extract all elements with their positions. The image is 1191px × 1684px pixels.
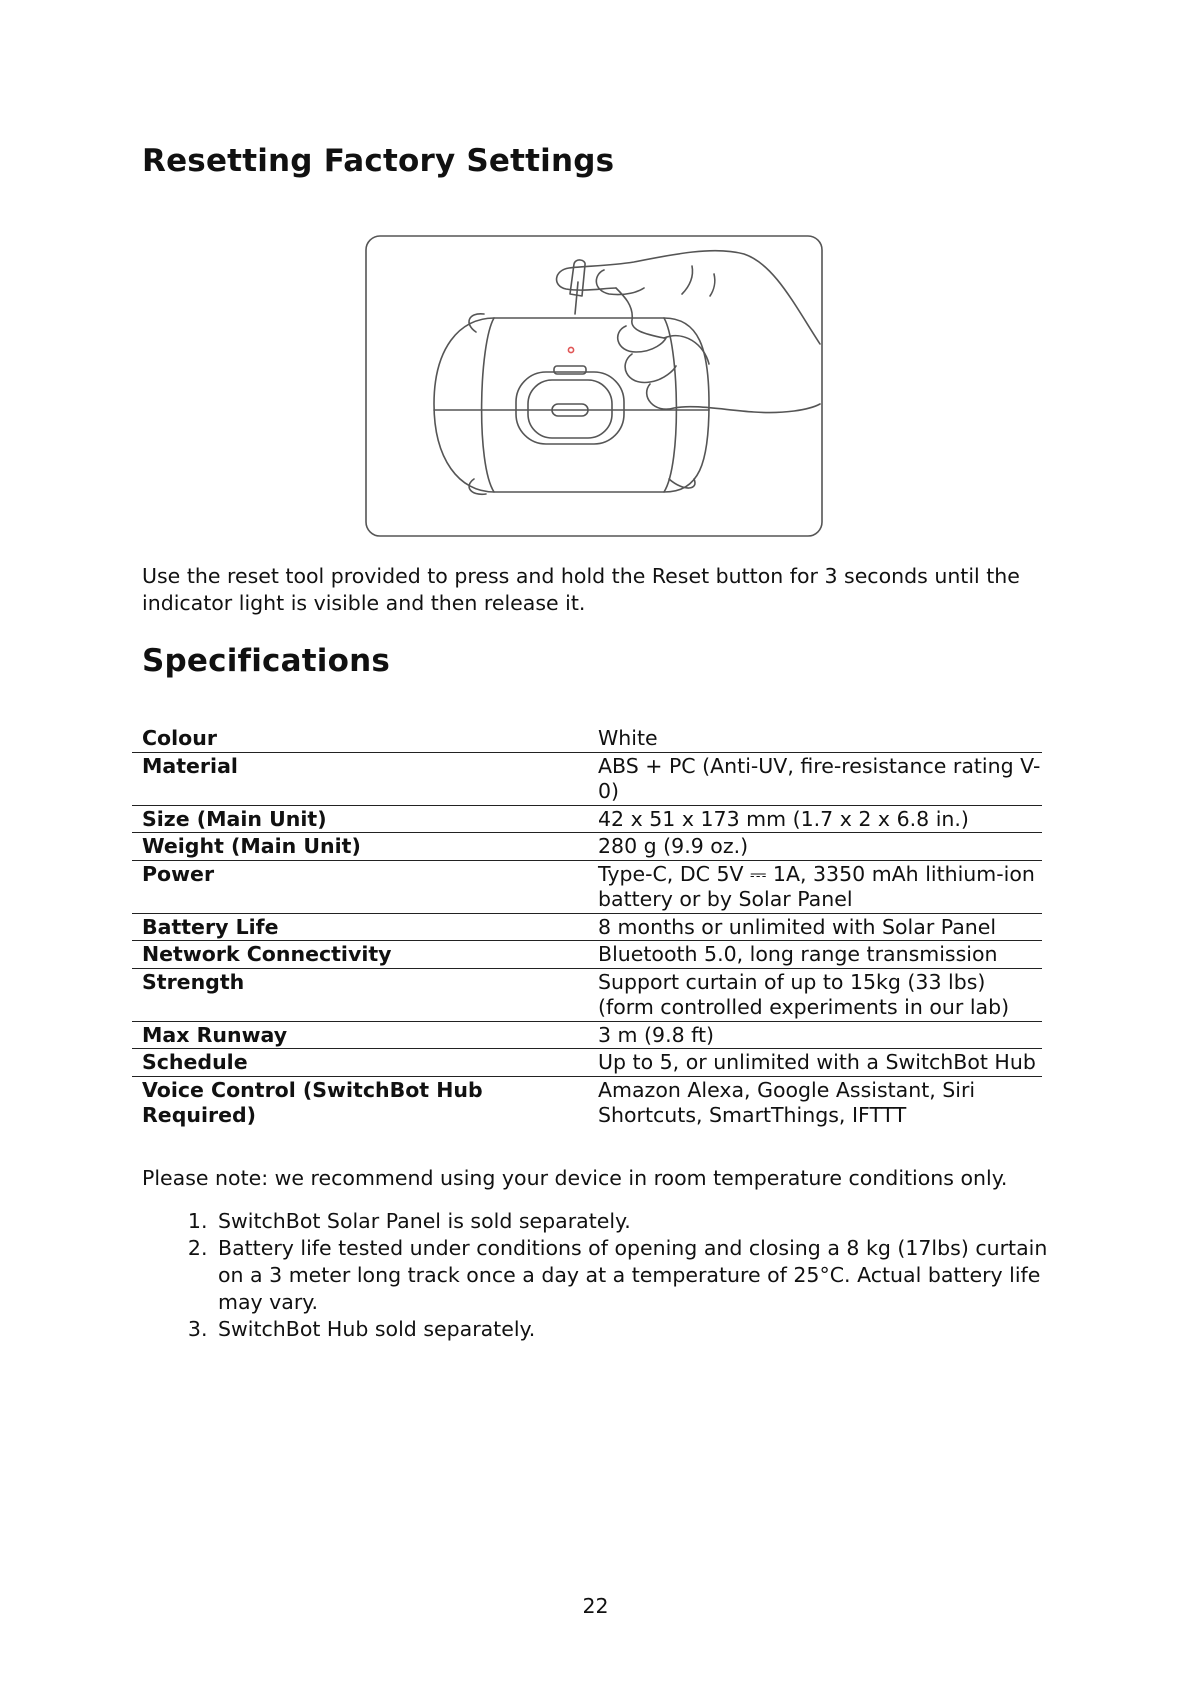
temperature-note: Please note: we recommend using your device in room temperature conditions only. (142, 1166, 1008, 1190)
spec-key: Weight (Main Unit) (132, 833, 588, 861)
spec-key: Voice Control (SwitchBot Hub Required) (142, 1077, 483, 1127)
reset-illustration-icon (364, 234, 824, 538)
list-item: 1. SwitchBot Solar Panel is sold separately. (214, 1208, 1062, 1235)
specifications-table (132, 725, 1042, 1129)
section-heading-reset: Resetting Factory Settings (142, 143, 615, 179)
spec-value: 42 x 51 x 173 mm (1.7 x 2 x 6.8 in.) (588, 805, 1042, 833)
spec-value: Bluetooth 5.0, long range transmission (588, 941, 1042, 969)
table-row (132, 833, 1042, 861)
table-row (132, 752, 1042, 805)
spec-key: Size (Main Unit) (132, 805, 588, 833)
spec-key: Battery Life (132, 913, 588, 941)
table-row (132, 805, 1042, 833)
spec-value: 8 months or unlimited with Solar Panel (588, 913, 1042, 941)
footnotes-list (142, 1208, 1062, 1343)
spec-value: Support curtain of up to 15kg (33 lbs) (form controlled experiments in our lab) (588, 968, 1042, 1021)
spec-key: Network Connectivity (132, 941, 588, 969)
spec-key: Material (132, 752, 588, 805)
spec-value: Up to 5, or unlimited with a SwitchBot Hub (588, 1049, 1042, 1077)
table-row (132, 968, 1042, 1021)
spec-value: ABS + PC (Anti-UV, fire-resistance rating V-0) (588, 752, 1042, 805)
spec-key: Colour (132, 725, 588, 752)
table-row (132, 913, 1042, 941)
table-row (132, 1021, 1042, 1049)
table-row (132, 860, 1042, 913)
list-item: 3. SwitchBot Hub sold separately. (214, 1316, 1062, 1343)
table-row (132, 1049, 1042, 1077)
reset-instruction: Use the reset tool provided to press and hold the Reset button for 3 seconds until the indicator light is visible and then release it. (142, 564, 1020, 615)
spec-key: Power (132, 860, 588, 913)
page-number: 22 (582, 1594, 609, 1618)
table-row (132, 725, 1042, 752)
table-row (132, 941, 1042, 969)
spec-value: Amazon Alexa, Google Assistant, Siri Shortcuts, SmartThings, IFTTT (598, 1077, 976, 1127)
table-row (132, 1076, 1042, 1129)
spec-value: 280 g (9.9 oz.) (588, 833, 1042, 861)
spec-key: Schedule (132, 1049, 588, 1077)
section-heading-specifications: Specifications (142, 643, 391, 679)
spec-value: Type-C, DC 5V ⎓ 1A, 3350 mAh lithium-ion battery or by Solar Panel (588, 860, 1042, 913)
spec-key: Strength (132, 968, 588, 1021)
spec-value: 3 m (9.8 ft) (588, 1021, 1042, 1049)
spec-key: Max Runway (132, 1021, 588, 1049)
spec-value: White (588, 725, 1042, 752)
list-item: 2. Battery life tested under conditions of opening and closing a 8 kg (17lbs) curtain on a 3 meter long track once a day at a temperature of 25°C. Actual battery life may vary. (214, 1235, 1062, 1316)
